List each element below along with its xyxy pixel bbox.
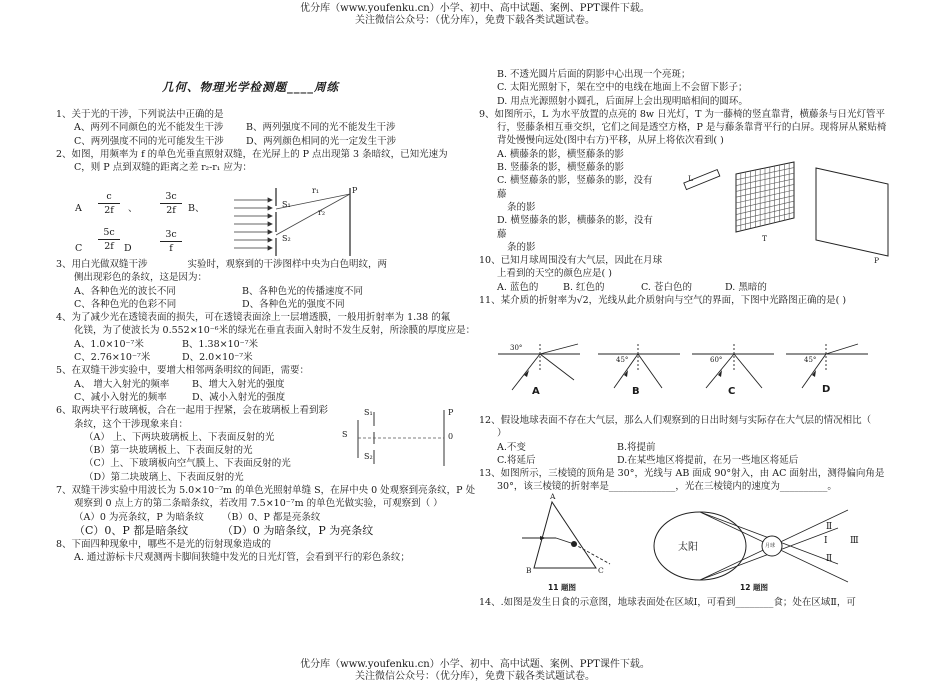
q10-option-c: C. 苍白色的 bbox=[641, 281, 692, 293]
q11-stem: 11、某介质的折射率为√2，光线从此介质射向与空气的界面，下图中光路图正确的是( ) bbox=[479, 295, 847, 307]
right-column-lower bbox=[479, 414, 899, 494]
q3-stem-b: 实验时，观察到的干涉图样中央为白色明纹，两 bbox=[187, 259, 388, 270]
q8-option-b: B. 不透光圆片后面的阴影中心出现一个亮斑； bbox=[497, 69, 691, 80]
q5-option-d: D、减小入射光的强度 bbox=[192, 391, 286, 403]
q5-options-row1 bbox=[56, 378, 466, 391]
double-slit-figure bbox=[232, 186, 360, 258]
q2-fraction-a bbox=[98, 190, 120, 217]
q7-option-d: （D）0 为暗条纹，P 为亮条纹 bbox=[222, 523, 374, 537]
q1-options-row2 bbox=[56, 135, 466, 148]
q9-stem-line1: 9、如图所示，L 为水平放置的点亮的 8w 日光灯，T 为一藤椅的竖直靠背，横藤条与日光灯管平 bbox=[479, 108, 885, 120]
q6-stem-line1: 6、取两块平行玻璃板，合在一起用于捏紧，会在玻璃板上看到彩 bbox=[56, 405, 329, 417]
q1-option-d: D、两列颜色相同的光一定发生干涉 bbox=[246, 135, 397, 147]
q10-option-a: A. 蓝色的 bbox=[497, 281, 539, 293]
q1-option-c: C、两列强度不同的光可能发生干涉 bbox=[74, 135, 224, 147]
q2-stem-line1: 2、如图，用频率为 f 的单色光垂直照射双缝，在光屏上的 P 点出现第 3 条暗纹，已知光速为 bbox=[56, 148, 448, 160]
q9-option-c-line1: C. 横竖藤条的影，竖藤条的影，没有 bbox=[497, 175, 653, 187]
double-slit-s1-label: S₁ bbox=[282, 200, 291, 209]
q12-stem-line1: 12、假设地球表面不存在大气层，那么人们观察到的日出时刻与实际存在大气层的情况相比（ bbox=[479, 415, 872, 426]
q3-stem-line1 bbox=[56, 258, 466, 271]
q1-option-a: A、两列不同颜色的光不能发生干涉 bbox=[74, 122, 224, 134]
q13-stem-line2: 30°，该三棱镜的折射率是______________，光在三棱镜内的速度为__________。 bbox=[497, 481, 837, 493]
eclipse-region-3: Ⅲ bbox=[850, 536, 859, 546]
q12-option-c: C.将延后 bbox=[497, 454, 536, 466]
q12-option-d: D.在某些地区将提前，在另一些地区将延后 bbox=[617, 454, 799, 466]
q2-fraction-d-den: f bbox=[169, 243, 173, 254]
q8-option-a: A. 通过游标卡尺观测两卡脚间狭缝中发光的日光灯管，会看到平行的彩色条纹； bbox=[74, 552, 410, 564]
slit-screen-s1-label: S₁ bbox=[364, 408, 373, 417]
q9-option-c-line2: 藤 bbox=[497, 188, 507, 200]
rattan-figure-t-label: T bbox=[762, 234, 768, 243]
rattan-figure-l-label: L bbox=[688, 174, 693, 183]
q2-stem-line2: C，则 P 点到双缝的距离之差 r₂-r₁ 应为： bbox=[74, 162, 252, 174]
q2-fraction-d-num: 3c bbox=[160, 228, 182, 242]
q1-option-b: B、两列强度不同的光不能发生干涉 bbox=[246, 122, 396, 134]
double-slit-r1-label: r₁ bbox=[312, 186, 320, 195]
q1-stem: 1、关于光的干涉，下列说法中正确的是 bbox=[56, 109, 224, 120]
rattan-chair-figure bbox=[676, 160, 896, 275]
q4-option-c: C、2.76×10⁻⁷米 bbox=[74, 352, 151, 364]
eclipse-figure bbox=[648, 506, 878, 586]
refraction-b-angle: 45° bbox=[616, 356, 629, 364]
q6-option-c: （C）上、下玻璃板向空气膜上、下表面反射的光 bbox=[84, 458, 291, 470]
q2-fraction-c-num: 5c bbox=[98, 226, 120, 240]
q9-option-a: A. 横藤条的影，横竖藤条的影 bbox=[497, 148, 624, 160]
q12-option-b: B.将提前 bbox=[617, 441, 656, 453]
double-slit-s2-label: S₂ bbox=[282, 234, 291, 243]
q9-option-c-line3: 条的影 bbox=[507, 201, 536, 213]
q4-options-row1 bbox=[56, 338, 466, 351]
q6-option-b: （B）第一块玻璃板上、下表面反射的光 bbox=[84, 445, 253, 457]
refraction-a-angle: 30° bbox=[510, 344, 523, 352]
q3-options-row1 bbox=[56, 285, 466, 298]
q9-option-b: B. 竖藤条的影，横竖藤条的影 bbox=[497, 162, 625, 174]
caption-fig-12: 12 题图 bbox=[740, 583, 769, 592]
q9-stem-line2: 行，竖藤条相互垂交织，它们之间是透空方格，P 是与藤条靠背平行的白屏。现将屏从紧贴椅 bbox=[497, 122, 887, 134]
q4-stem-line2: 化镁，为了使波长为 0.552×10⁻⁶米的绿光在垂直表面入射时不发生反射，所涂膜的厚度应是： bbox=[74, 325, 476, 337]
q4-option-a: A、1.0×10⁻⁷米 bbox=[74, 338, 144, 350]
double-slit-r2-label: r₂ bbox=[318, 208, 326, 217]
q2-option-c-label: C bbox=[75, 243, 83, 254]
q2-fraction-b-den: 2f bbox=[166, 205, 176, 216]
q7-options-row2 bbox=[56, 524, 466, 538]
q4-options-row2 bbox=[56, 351, 466, 364]
q5-option-b: B、增大入射光的强度 bbox=[192, 378, 285, 390]
q7-stem-line1: 7、双缝干涉实验中用波长为 5.0×10⁻⁷m 的单色光照射单缝 S，在屏中央 0 处观察到亮条纹，P 处 bbox=[56, 485, 476, 497]
q2-fraction-b bbox=[160, 190, 182, 217]
eclipse-region-2-bottom: Ⅱ bbox=[826, 554, 833, 564]
q6-stem-line2: 条纹，这个干涉现象来自： bbox=[74, 418, 189, 430]
q2-r1: r₁ bbox=[212, 163, 221, 174]
q7-option-c: （C）0、P 都是暗条纹 bbox=[74, 523, 189, 537]
q7-options-row1 bbox=[56, 511, 466, 524]
q12-option-a: A.不变 bbox=[497, 441, 526, 453]
q8-option-d: D. 用点光源照射小圆孔，后面屏上会出现明暗相间的圆环。 bbox=[497, 95, 748, 107]
q2-stem-text: C，则 P 点到双缝的距离之差 bbox=[74, 162, 199, 174]
q12-options-row1 bbox=[479, 441, 899, 454]
q6-option-d: （D）第二块玻璃上、下表面反射的光 bbox=[84, 471, 244, 483]
footer-line-2: 关注微信公众号：（优分库），免费下载各类试题试卷。 bbox=[355, 671, 595, 682]
double-slit-p-label: P bbox=[352, 186, 358, 195]
q2-option-a-label: A bbox=[75, 203, 82, 214]
header-line-1: 优分库（www.youfenku.cn）小学、初中、高中试题、案例、PPT课件下载。 bbox=[300, 3, 650, 14]
q3-stem-a: 3、用白光做双缝干涉 bbox=[56, 259, 148, 270]
slit-screen-figure bbox=[340, 408, 460, 468]
q2-separator: 、 bbox=[128, 203, 138, 214]
q9-option-d-line3: 条的影 bbox=[507, 241, 536, 253]
q12-options-row2 bbox=[479, 454, 899, 467]
q5-stem: 5、在双缝干涉实验中，要增大相邻两条明纹的间距，需要： bbox=[56, 365, 310, 377]
q8-option-c: C. 太阳光照射下，架在空中的电线在地面上不会留下影子； bbox=[497, 82, 748, 94]
q9-option-d-line2: 藤 bbox=[497, 228, 507, 240]
q10-option-b: B. 红色的 bbox=[563, 281, 605, 293]
q7-option-a: （A）0 为亮条纹，P 为暗条纹 bbox=[74, 511, 204, 523]
q6-option-a: （A） 上、下两块玻璃板上、下表面反射的光 bbox=[84, 431, 275, 443]
refraction-c-angle: 60° bbox=[710, 356, 723, 364]
refraction-d-angle: 45° bbox=[804, 356, 817, 364]
q2-fraction-d bbox=[160, 228, 182, 255]
q2-option-b-label: B、 bbox=[188, 203, 205, 214]
q12-stem-line2: ） bbox=[497, 428, 507, 440]
q2-fraction-a-den: 2f bbox=[104, 205, 114, 216]
q10-stem-line1: 10、已知月球周围没有大气层，因此在月球 bbox=[479, 255, 663, 267]
q4-option-d: D、2.0×10⁻⁷米 bbox=[182, 352, 253, 364]
q7-stem-line2: 观察到 0 点上方的第二条暗条纹，若改用 7.5×10⁻⁷m 的单色光做实验，可观察到（ ） bbox=[74, 498, 443, 510]
q13-stem-line1: 13、如图所示，三棱镜的顶角是 30°，光线与 AB 面成 90°射入，由 AC 面射出，测得偏向角是 bbox=[479, 468, 885, 480]
page-title: 几何、物理光学检测题____周练 bbox=[162, 80, 339, 94]
q14-block bbox=[479, 596, 899, 609]
slit-screen-s2-label: S₂ bbox=[364, 452, 373, 461]
q5-option-a: A、 增大入射光的频率 bbox=[74, 378, 170, 390]
footer-line-1: 优分库（www.youfenku.cn）小学、初中、高中试题、案例、PPT课件下载。 bbox=[300, 659, 650, 670]
q10-option-d: D. 黑暗的 bbox=[725, 281, 767, 293]
slit-screen-p-label: P bbox=[448, 408, 454, 417]
left-column bbox=[56, 108, 466, 175]
slit-screen-o-label: 0 bbox=[448, 432, 454, 441]
q7-option-b: （B）0、P 都是亮条纹 bbox=[222, 511, 321, 523]
q4-option-b: B、1.38×10⁻⁷米 bbox=[182, 338, 259, 350]
q3-option-c: C、各种色光的色彩不同 bbox=[74, 298, 177, 310]
q3-stem-line2: 侧出现彩色的条纹，这是因为： bbox=[74, 272, 208, 284]
refraction-figures bbox=[496, 342, 876, 400]
prism-b-label: B bbox=[526, 566, 532, 575]
slit-screen-s-label: S bbox=[342, 430, 348, 439]
q14-stem: 14、.如图是发生日食的示意图，地球表面处在区域Ⅰ，可看到________食；处在区域Ⅱ，可 bbox=[479, 597, 856, 608]
refraction-label-d: D bbox=[822, 384, 831, 395]
refraction-label-c: C bbox=[728, 386, 736, 397]
q2-option-d-label: D bbox=[124, 243, 132, 254]
page-footer bbox=[0, 659, 950, 683]
q3-option-d: D、各种色光的强度不同 bbox=[242, 298, 345, 310]
q5-option-c: C、减小入射光的频率 bbox=[74, 391, 167, 403]
prism-a-label: A bbox=[550, 492, 556, 501]
q5-options-row2 bbox=[56, 391, 466, 404]
refraction-label-a: A bbox=[532, 386, 540, 397]
q9-option-d-line1: D. 横竖藤条的影，横藤条的影，没有 bbox=[497, 215, 653, 227]
page-header bbox=[0, 3, 950, 27]
header-line-2: 关注微信公众号：（优分库），免费下载各类试题试卷。 bbox=[355, 15, 595, 26]
q9-stem-line3: 背处慢慢向远处(图中右方)平移，从屏上将依次看到( ) bbox=[497, 135, 724, 147]
q10-options bbox=[479, 281, 899, 294]
prism-c-label: C bbox=[598, 566, 604, 575]
eclipse-region-1: Ⅰ bbox=[824, 536, 828, 546]
q2-stem-text-b: 应为： bbox=[223, 162, 252, 174]
q2-fraction-b-num: 3c bbox=[160, 190, 182, 204]
prism-figure bbox=[516, 492, 616, 578]
q8-stem: 8、下面四种现象中，哪些不是光的衍射现象造成的 bbox=[56, 538, 272, 550]
q2-fraction-c bbox=[98, 226, 120, 253]
eclipse-sun-label: 太阳 bbox=[678, 542, 698, 553]
q4-stem-line1: 4、为了减少光在透镜表面的损失，可在透镜表面涂上一层增透膜，一般用折射率为 1.38 的氟 bbox=[56, 312, 451, 324]
q10-stem-line2: 上看到的天空的颜色应是( ) bbox=[497, 268, 612, 280]
q3-option-b: B、各种色光的传播速度不同 bbox=[242, 285, 363, 297]
q2-fraction-a-num: c bbox=[98, 190, 120, 204]
q1-options-row1 bbox=[56, 121, 466, 134]
refraction-label-b: B bbox=[632, 386, 640, 397]
q3-options-row2 bbox=[56, 298, 466, 311]
q2-fraction-c-den: 2f bbox=[104, 241, 114, 252]
q2-r2: r₂ bbox=[201, 163, 210, 174]
eclipse-region-2-top: Ⅱ bbox=[826, 522, 833, 532]
caption-fig-11: 11 题图 bbox=[548, 583, 577, 592]
q3-option-a: A、各种色光的波长不同 bbox=[74, 285, 176, 297]
eclipse-moon-label: 月球 bbox=[765, 543, 776, 549]
rattan-figure-p-label: P bbox=[874, 256, 880, 265]
